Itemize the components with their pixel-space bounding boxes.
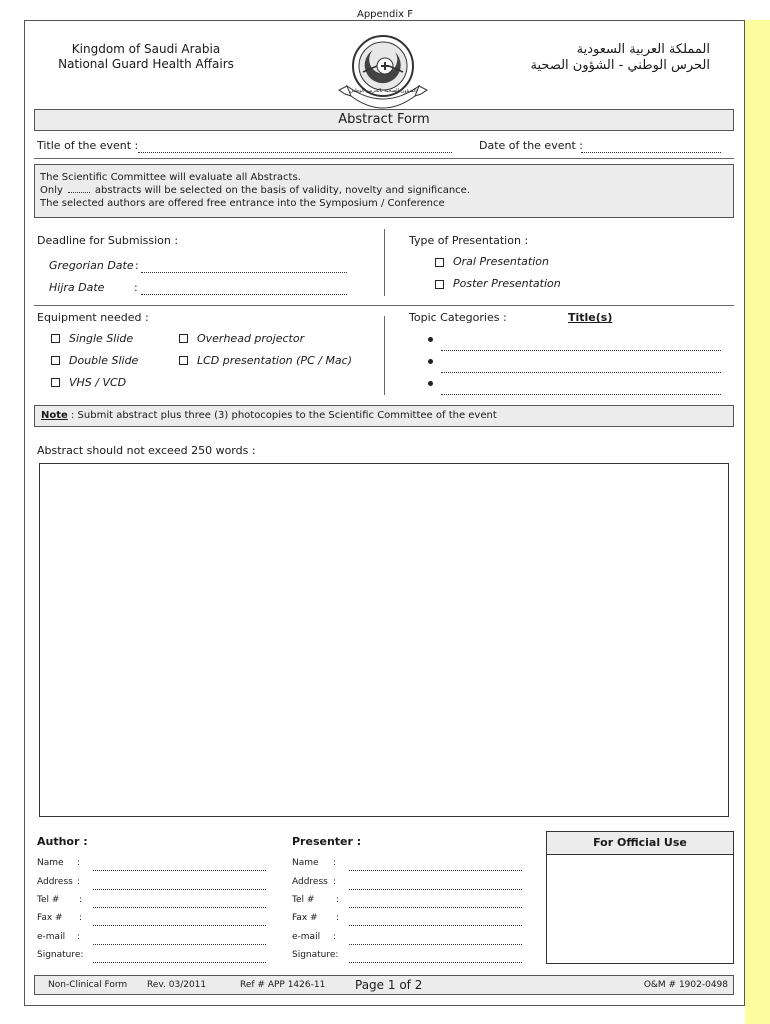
presentation-label: Type of Presentation : [409, 234, 529, 247]
divider [384, 316, 385, 395]
lcd-presentation-checkbox[interactable] [179, 356, 188, 365]
gregorian-label: Gregorian Date [49, 259, 134, 272]
poster-presentation-label: Poster Presentation [453, 277, 561, 290]
colon: : [79, 913, 83, 923]
author-address-label: Address [37, 877, 73, 887]
divider [384, 229, 385, 296]
titles-label: Title(s) [568, 311, 613, 324]
form-title: Abstract Form [34, 109, 734, 131]
presenter-signature-field[interactable] [349, 962, 522, 963]
author-fax-label: Fax # [37, 913, 63, 923]
presenter-address-label: Address [292, 877, 328, 887]
hijra-colon: : [134, 281, 138, 294]
header-arabic [510, 42, 710, 74]
presenter-signature-label: Signature: [292, 950, 339, 960]
poster-presentation-checkbox[interactable] [435, 280, 444, 289]
author-email-label: e-mail [37, 932, 66, 942]
single-slide-label: Single Slide [69, 332, 134, 345]
info-line2-pre: Only [40, 185, 63, 196]
divider [34, 158, 734, 159]
presenter-name-label: Name [292, 858, 319, 868]
abstract-label: Abstract should not exceed 250 words : [37, 444, 256, 457]
hijra-label: Hijra Date [49, 281, 105, 294]
footer-om: O&M # 1902-0498 [643, 980, 728, 990]
topic-categories-label: Topic Categories : [409, 311, 507, 324]
author-signature-label: Signature: [37, 950, 84, 960]
author-tel-label: Tel # [37, 895, 60, 905]
author-address-field[interactable] [93, 889, 266, 890]
note-text: : Submit abstract plus three (3) photocopies to the Scientific Committee of the event [67, 410, 497, 421]
footer-bar [34, 975, 734, 995]
author-tel-field[interactable] [93, 907, 266, 908]
bullet-icon [428, 359, 433, 364]
presenter-address-field[interactable] [349, 889, 522, 890]
gregorian-colon: : [135, 259, 139, 272]
hijra-date-field[interactable] [141, 294, 347, 295]
colon: : [79, 895, 83, 905]
presenter-name-field[interactable] [349, 870, 522, 871]
colon: : [77, 858, 81, 868]
double-slide-label: Double Slide [69, 354, 139, 367]
colon: : [333, 858, 337, 868]
colon: : [336, 895, 340, 905]
colon: : [333, 877, 337, 887]
event-title-label: Title of the event : [37, 139, 139, 152]
footer-ref: Ref # APP 1426-11 [240, 980, 326, 990]
footer-page: Page 1 of 2 [355, 978, 423, 992]
presenter-heading: Presenter : [292, 835, 362, 848]
note-bold: Note [41, 410, 68, 421]
presenter-tel-field[interactable] [349, 907, 522, 908]
colon: : [77, 877, 81, 887]
equipment-label: Equipment needed : [37, 311, 149, 324]
overhead-projector-checkbox[interactable] [179, 334, 188, 343]
logo-text: الشؤون الصحية بالحرس الوطني [349, 88, 417, 94]
header-en-line2: National Guard Health Affairs [58, 57, 234, 71]
colon: : [77, 932, 81, 942]
side-strip [745, 20, 770, 1024]
official-use-box [546, 831, 734, 964]
topic-field-2[interactable] [441, 372, 721, 373]
footer-form-type: Non-Clinical Form [48, 980, 128, 990]
oral-presentation-label: Oral Presentation [453, 255, 549, 268]
topic-field-1[interactable] [441, 350, 721, 351]
overhead-projector-label: Overhead projector [197, 332, 305, 345]
deadline-label: Deadline for Submission : [37, 234, 179, 247]
info-line2-post: abstracts will be selected on the basis of validity, novelty and significance. [94, 185, 470, 196]
presenter-tel-label: Tel # [292, 895, 315, 905]
colon: : [333, 932, 337, 942]
info-line3: The selected authors are offered free entrance into the Symposium / Conference [40, 198, 445, 209]
event-date-label: Date of the event : [479, 139, 583, 152]
vhs-vcd-label: VHS / VCD [69, 376, 127, 389]
oral-presentation-checkbox[interactable] [435, 258, 444, 267]
author-heading: Author : [37, 835, 88, 848]
official-use-heading: For Official Use [547, 832, 733, 855]
info-box [34, 164, 734, 218]
header-ar-line2: الحرس الوطني - الشؤون الصحية [530, 58, 710, 73]
colon: : [336, 913, 340, 923]
double-slide-checkbox[interactable] [51, 356, 60, 365]
gregorian-date-field[interactable] [141, 272, 347, 273]
event-title-field[interactable] [138, 152, 452, 153]
lcd-presentation-label: LCD presentation (PC / Mac) [197, 354, 353, 367]
note-box [34, 405, 734, 427]
footer-rev: Rev. 03/2011 [147, 980, 207, 990]
bullet-icon [428, 381, 433, 386]
bullet-icon [428, 337, 433, 342]
info-line1: The Scientific Committee will evaluate all Abstracts. [40, 172, 301, 183]
presenter-fax-field[interactable] [349, 925, 522, 926]
presenter-email-label: e-mail [292, 932, 321, 942]
header-en-line1: Kingdom of Saudi Arabia [71, 42, 221, 56]
topic-field-3[interactable] [441, 394, 721, 395]
author-name-field[interactable] [93, 870, 266, 871]
presenter-email-field[interactable] [349, 944, 522, 945]
divider [34, 305, 734, 306]
header-ar-line1: المملكة العربية السعودية [576, 42, 710, 57]
author-email-field[interactable] [93, 944, 266, 945]
abstract-textarea[interactable] [39, 463, 729, 817]
event-date-field[interactable] [581, 152, 721, 153]
info-line2 [40, 184, 728, 197]
author-fax-field[interactable] [93, 925, 266, 926]
ngha-logo [333, 30, 433, 110]
author-signature-field[interactable] [93, 962, 266, 963]
author-name-label: Name [37, 858, 64, 868]
presenter-fax-label: Fax # [292, 913, 318, 923]
appendix-label: Appendix F [356, 9, 413, 20]
header-english [46, 42, 246, 72]
single-slide-checkbox[interactable] [51, 334, 60, 343]
abstract-count-field[interactable] [68, 192, 90, 193]
vhs-vcd-checkbox[interactable] [51, 378, 60, 387]
